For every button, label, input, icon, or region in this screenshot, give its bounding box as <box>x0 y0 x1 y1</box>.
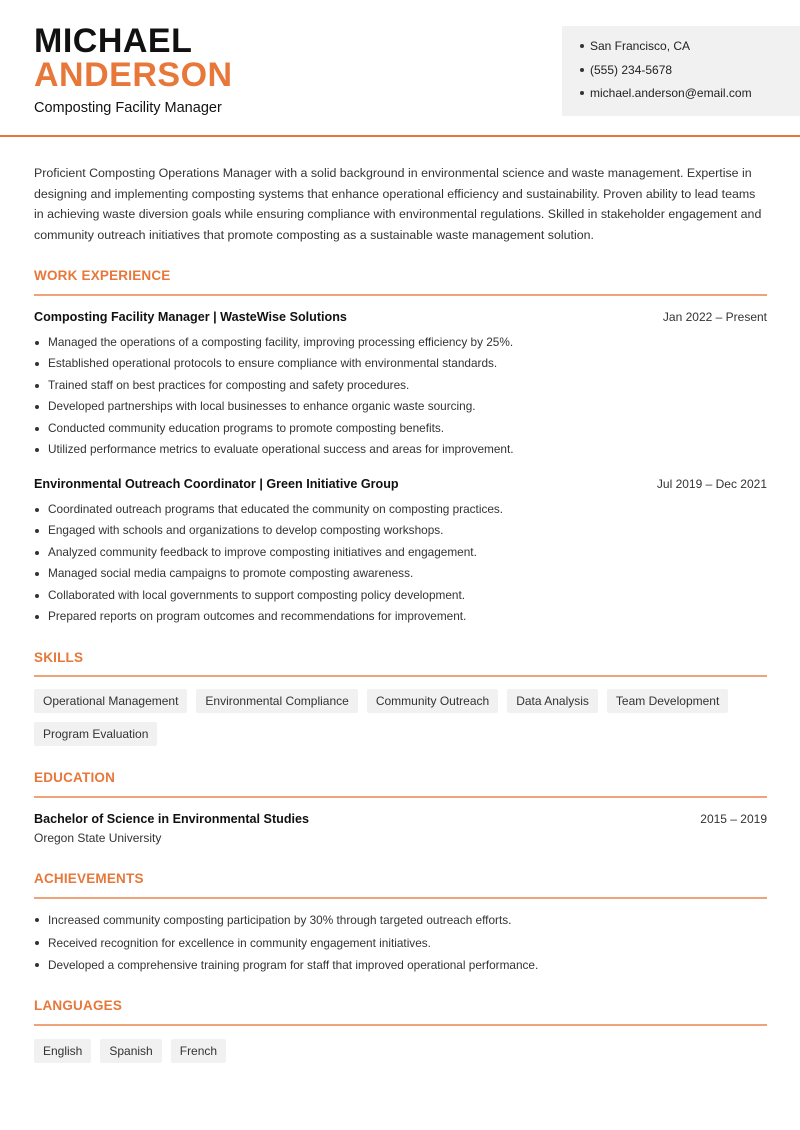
bullet-icon <box>35 918 39 922</box>
bullet-icon <box>35 448 39 452</box>
last-name: ANDERSON <box>34 56 233 94</box>
section-divider <box>34 897 767 899</box>
list-item: Increased community composting participation by 30% through targeted outreach efforts. <box>34 909 767 932</box>
list-item: Developed a comprehensive training program for staff that improved operational performance. <box>34 954 767 977</box>
education-dates: 2015 – 2019 <box>700 812 767 826</box>
list-item: Engaged with schools and organizations to develop composting workshops. <box>34 520 767 541</box>
skills-list <box>34 689 767 746</box>
bullet-icon <box>35 362 39 366</box>
bullet-icon <box>35 341 39 345</box>
contact-phone: (555) 234-5678 <box>580 62 800 86</box>
skill-chip: Operational Management <box>34 689 187 713</box>
list-item: Collaborated with local governments to support composting policy development. <box>34 585 767 606</box>
education-heading: EDUCATION <box>34 770 116 785</box>
education-header <box>34 812 767 826</box>
bullet-icon <box>35 594 39 598</box>
list-item: Trained staff on best practices for composting and safety procedures. <box>34 375 767 396</box>
job-role: Composting Facility Manager | WasteWise Solutions <box>34 310 347 324</box>
bullet-icon <box>35 572 39 576</box>
bullet-icon <box>35 615 39 619</box>
job-title: Composting Facility Manager <box>34 100 222 116</box>
job-role: Environmental Outreach Coordinator | Green Initiative Group <box>34 477 399 491</box>
bullet-icon <box>35 384 39 388</box>
contact-box <box>562 26 800 116</box>
list-item: Prepared reports on program outcomes and recommendations for improvement. <box>34 606 767 627</box>
bullet-icon <box>580 44 584 48</box>
language-chip: Spanish <box>100 1039 161 1063</box>
bullet-icon <box>35 405 39 409</box>
job-bullets <box>34 499 767 627</box>
bullet-icon <box>35 427 39 431</box>
language-chip: English <box>34 1039 91 1063</box>
summary: Proficient Composting Operations Manager with a solid background in environmental science and waste management. Expertise in designing and implementing composting systems that enhance operational efficiency and sustainability. Proven ability to lead teams in achieving waste diversion goals while ensuring compliance with environmental regulations. Skilled in stakeholder engagement and community outreach initiatives that promote composting as a sustainable waste management solution. <box>34 166 762 243</box>
contact-location: San Francisco, CA <box>580 38 800 62</box>
bullet-icon <box>35 508 39 512</box>
bullet-icon <box>35 963 39 967</box>
job-bullets <box>34 332 767 460</box>
list-item: Managed social media campaigns to promote composting awareness. <box>34 563 767 584</box>
language-chip: French <box>171 1039 226 1063</box>
bullet-icon <box>35 529 39 533</box>
school: Oregon State University <box>34 831 162 845</box>
bullet-icon <box>35 551 39 555</box>
skill-chip: Team Development <box>607 689 728 713</box>
skill-chip: Environmental Compliance <box>196 689 357 713</box>
contact-email: michael.anderson@email.com <box>580 85 800 109</box>
languages-heading: LANGUAGES <box>34 998 123 1013</box>
skills-heading: SKILLS <box>34 650 84 665</box>
list-item: Received recognition for excellence in community engagement initiatives. <box>34 932 767 955</box>
list-item: Analyzed community feedback to improve composting initiatives and engagement. <box>34 542 767 563</box>
skill-chip: Community Outreach <box>367 689 498 713</box>
section-divider <box>34 675 767 677</box>
work-experience-heading: WORK EXPERIENCE <box>34 268 171 283</box>
resume-header <box>0 0 800 138</box>
header-divider <box>0 135 800 137</box>
section-divider <box>34 796 767 798</box>
job-header <box>34 310 767 324</box>
list-item: Conducted community education programs to promote composting benefits. <box>34 418 767 439</box>
achievements-heading: ACHIEVEMENTS <box>34 871 144 886</box>
job-dates: Jan 2022 – Present <box>662 310 767 324</box>
job-header <box>34 477 767 491</box>
skill-chip: Program Evaluation <box>34 722 157 746</box>
list-item: Managed the operations of a composting facility, improving processing efficiency by 25%. <box>34 332 767 353</box>
bullet-icon <box>580 68 584 72</box>
bullet-icon <box>35 941 39 945</box>
degree: Bachelor of Science in Environmental Studies <box>34 812 310 826</box>
section-divider <box>34 1024 767 1026</box>
languages-list <box>34 1039 767 1063</box>
bullet-icon <box>580 91 584 95</box>
job-dates: Jul 2019 – Dec 2021 <box>656 477 767 491</box>
list-item: Established operational protocols to ensure compliance with environmental standards. <box>34 353 767 374</box>
skill-chip: Data Analysis <box>507 689 598 713</box>
achievements-list <box>34 909 767 977</box>
list-item: Coordinated outreach programs that educated the community on composting practices. <box>34 499 767 520</box>
first-name: MICHAEL <box>34 22 193 60</box>
list-item: Developed partnerships with local businesses to enhance organic waste sourcing. <box>34 396 767 417</box>
list-item: Utilized performance metrics to evaluate operational success and areas for improvement. <box>34 439 767 460</box>
section-divider <box>34 294 767 296</box>
